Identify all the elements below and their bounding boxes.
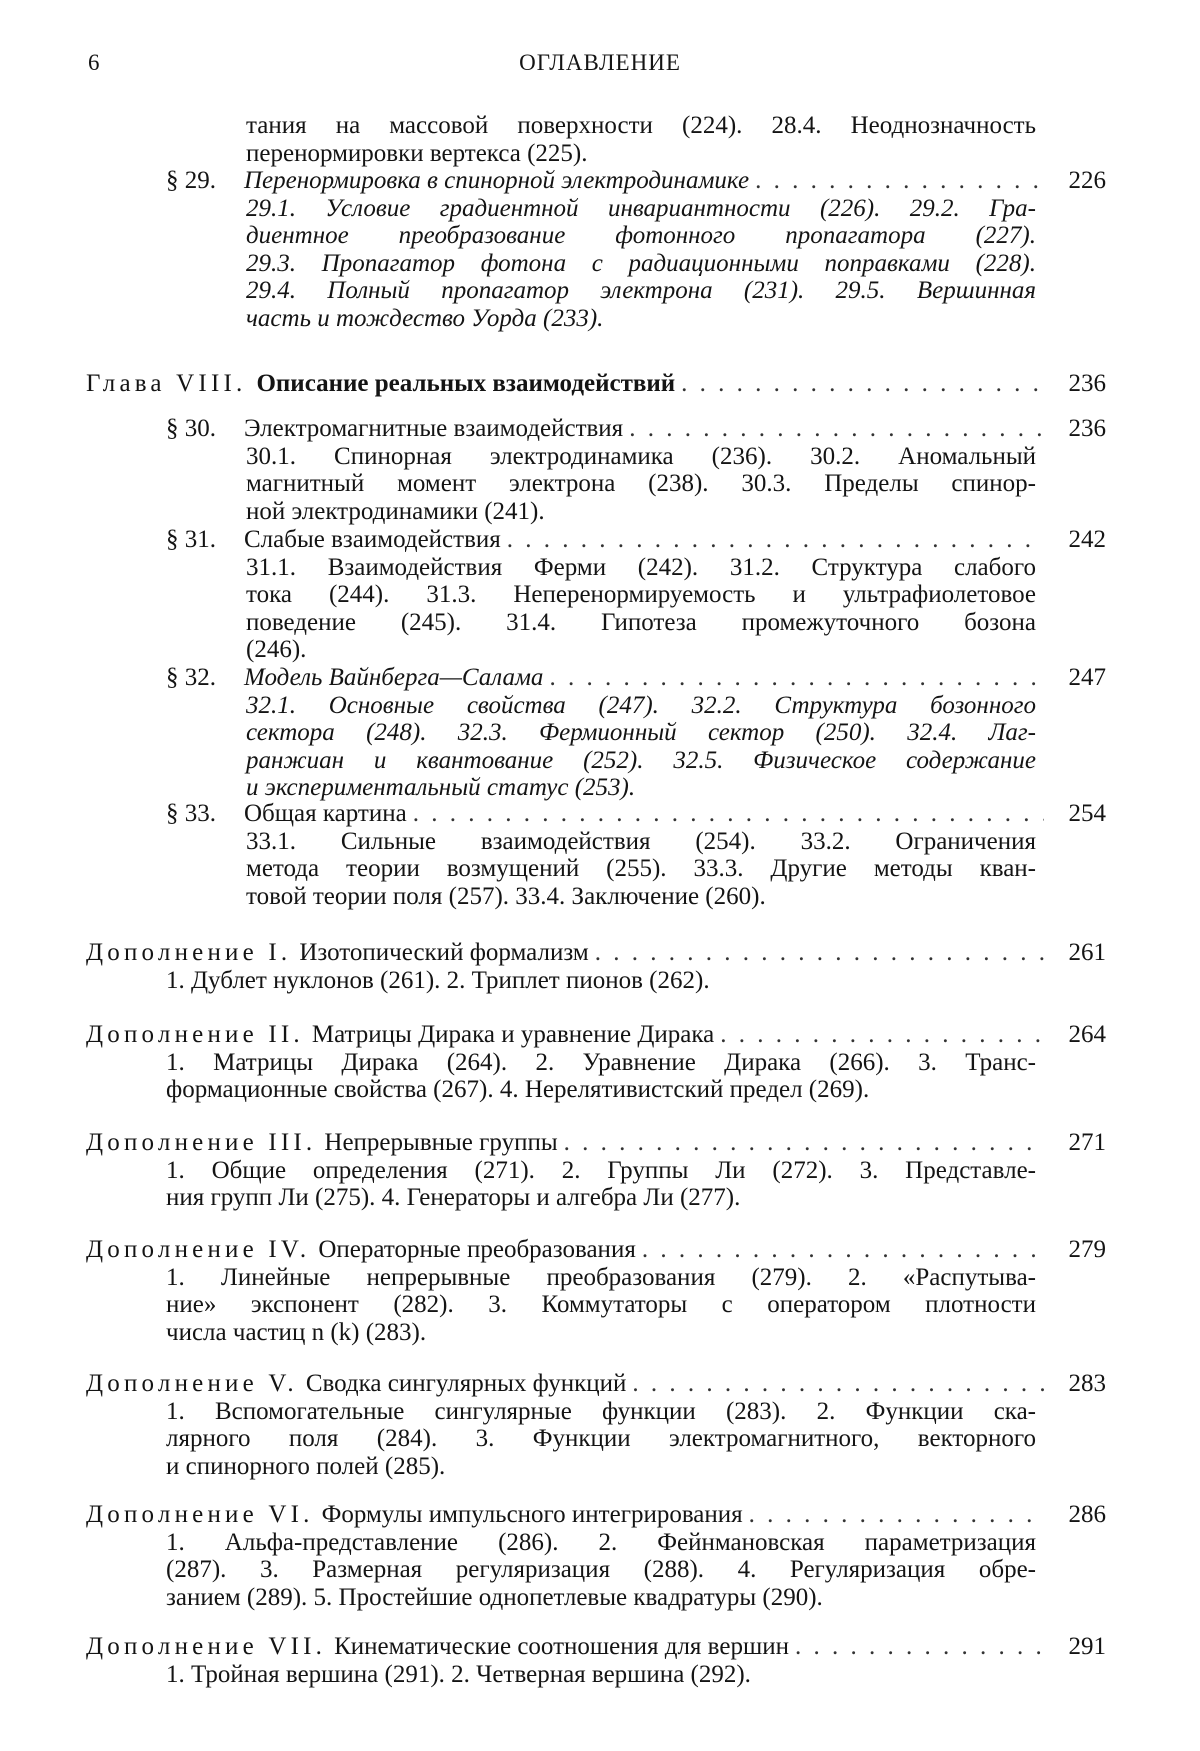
sub-line: (246).	[246, 636, 307, 663]
sub-line: 1. Альфа-представление (286). 2. Фейнмановская параметризация	[166, 1528, 1036, 1556]
toc-sub-appendix-3	[166, 1157, 1036, 1212]
sub-line: 1. Общие определения (271). 2. Группы Ли (272). 3. Представле-	[166, 1156, 1036, 1184]
toc-heading	[166, 167, 1106, 195]
toc-sub-appendix-5	[166, 1398, 1036, 1481]
leader-dots	[549, 664, 1044, 692]
sub-line: (287). 3. Размерная регуляризация (288). 4. Регуляризация обре-	[166, 1556, 1036, 1583]
appendix-label: Дополнение VII.	[86, 1633, 327, 1660]
sub-line: часть и тождество Уорда (233).	[246, 304, 604, 332]
toc-heading	[166, 800, 1106, 828]
sub-line: 30.1. Спинорная электродинамика (236). 30.2. Аномальный	[246, 442, 1036, 470]
toc-heading	[86, 1021, 1106, 1049]
leader-dots	[755, 167, 1044, 195]
toc-entry-29	[166, 167, 1106, 332]
sub-line: и спинорного полей (285).	[166, 1452, 446, 1480]
appendix-label: Дополнение III.	[86, 1129, 317, 1156]
appendix-title: Матрицы Дирака и уравнение Дирака	[311, 1021, 715, 1048]
sub-line: 29.1. Условие градиентной инвариантности (226). 29.2. Гра-	[246, 194, 1036, 222]
toc-entry-33	[166, 800, 1106, 910]
sub-line: 1. Вспомогательные сингулярные функции (283). 2. Функции ска-	[166, 1397, 1036, 1425]
section-label: § 32.	[166, 664, 216, 691]
sub-line: перенормировки вертекса (225).	[246, 139, 588, 167]
sub-line: ранжиан и квантование (252). 32.5. Физическое содержание	[246, 746, 1036, 774]
toc-sub-28	[246, 112, 1036, 167]
section-title: Слабые взаимодействия	[244, 526, 501, 553]
appendix-label: Дополнение II.	[86, 1021, 304, 1048]
toc-appendix-5	[86, 1370, 1106, 1480]
toc-heading	[166, 664, 1106, 692]
leader-dots	[413, 800, 1044, 828]
leader-dots	[642, 1236, 1044, 1264]
leader-dots	[749, 1501, 1044, 1529]
appendix-title: Сводка сингулярных функций	[305, 1370, 627, 1397]
toc-heading	[86, 1370, 1106, 1398]
leader-dots	[629, 415, 1044, 443]
appendix-label: Дополнение VI.	[86, 1501, 314, 1528]
leader-dots	[595, 939, 1044, 967]
sub-line: метода теории возмущений (255). 33.3. Другие методы кван-	[246, 855, 1036, 882]
toc-appendix-2	[86, 1021, 1106, 1104]
chapter-title: Описание реальных взаимодействий	[256, 370, 676, 397]
page-ref: 242	[1068, 526, 1106, 553]
toc-entry-31	[166, 526, 1106, 664]
leader-dots	[795, 1633, 1044, 1661]
toc-heading	[166, 415, 1106, 443]
sub-line: лярного поля (284). 3. Функции электромагнитного, векторного	[166, 1425, 1036, 1452]
leader-dots	[681, 370, 1044, 398]
toc-heading	[86, 370, 1106, 398]
toc-sub-appendix-4	[166, 1264, 1036, 1347]
toc-sub-29	[246, 195, 1036, 333]
toc-heading	[86, 1633, 1106, 1661]
sub-line: сектора (248). 32.3. Фермионный сектор (250). 32.4. Лаг-	[246, 719, 1036, 746]
appendix-title: Операторные преобразования	[318, 1236, 636, 1263]
toc-sub-appendix-2	[166, 1049, 1036, 1104]
sub-line: числа частиц n (k) (283).	[166, 1318, 427, 1346]
sub-line: ние» экспонент (282). 3. Коммутаторы с оператором плотности	[166, 1291, 1036, 1318]
sub-line: тания на массовой поверхности (224). 28.4. Неоднозначность	[246, 112, 1036, 139]
sub-line: магнитный момент электрона (238). 30.3. Пределы спинор-	[246, 470, 1036, 497]
toc-sub-31	[246, 554, 1036, 664]
toc-entry-30	[166, 415, 1106, 525]
page-ref: 264	[1068, 1021, 1106, 1048]
section-label: § 33.	[166, 800, 216, 827]
page-ref: 226	[1068, 167, 1106, 194]
toc-entry-32	[166, 664, 1106, 802]
toc-sub-32	[246, 692, 1036, 802]
leader-dots	[632, 1370, 1044, 1398]
toc-appendix-6	[86, 1501, 1106, 1611]
page-ref: 291	[1068, 1633, 1106, 1660]
sub-line: диентное преобразование фотонного пропагатора (227).	[246, 222, 1036, 249]
sub-line: 33.1. Сильные взаимодействия (254). 33.2. Ограничения	[246, 827, 1036, 855]
sub-line: товой теории поля (257). 33.4. Заключение (260).	[246, 882, 766, 910]
toc-appendix-1	[86, 939, 1106, 994]
page-ref: 236	[1068, 370, 1106, 397]
sub-line: 29.4. Полный пропагатор электрона (231). 29.5. Вершинная	[246, 277, 1036, 304]
section-label: § 31.	[166, 526, 216, 553]
sub-line: занием (289). 5. Простейшие однопетлевые квадратуры (290).	[166, 1583, 823, 1611]
leader-dots	[564, 1129, 1044, 1157]
sub-line: поведение (245). 31.4. Гипотеза промежуточного бозона	[246, 608, 1036, 636]
toc-sub-appendix-6	[166, 1529, 1036, 1612]
toc-heading	[86, 1129, 1106, 1157]
page-ref: 254	[1068, 800, 1106, 827]
toc-entry-28-continued	[246, 112, 1036, 167]
sub-line: формационные свойства (267). 4. Нерелятивистский предел (269).	[166, 1076, 870, 1103]
sub-line: и экспериментальный статус (253).	[246, 774, 636, 801]
sub-line: тока (244). 31.3. Неперенормируемость и ультрафиолетовое	[246, 581, 1036, 608]
chapter-label: Глава VIII.	[86, 370, 247, 397]
page-number: 6	[88, 50, 100, 75]
toc-appendix-7	[86, 1633, 1106, 1688]
sub-line: 31.1. Взаимодействия Ферми (242). 31.2. Структура слабого	[246, 553, 1036, 581]
section-label: § 29.	[166, 167, 216, 194]
page-ref: 271	[1068, 1129, 1106, 1156]
toc-sub-appendix-1	[166, 967, 1036, 995]
page-ref: 283	[1068, 1370, 1106, 1397]
sub-line: 1. Линейные непрерывные преобразования (279). 2. «Распутыва-	[166, 1263, 1036, 1291]
page-ref: 261	[1068, 939, 1106, 966]
toc-heading	[86, 1236, 1106, 1264]
section-label: § 30.	[166, 415, 216, 442]
sub-line: 32.1. Основные свойства (247). 32.2. Структура бозонного	[246, 691, 1036, 719]
appendix-title: Формулы импульсного интегрирования	[321, 1501, 743, 1528]
appendix-title: Кинематические соотношения для вершин	[334, 1633, 789, 1660]
toc-sub-appendix-7	[166, 1661, 1036, 1689]
page-ref: 247	[1068, 664, 1106, 691]
toc-heading	[86, 1501, 1106, 1529]
page-title: ОГЛАВЛЕНИЕ	[519, 50, 681, 75]
appendix-label: Дополнение IV.	[86, 1236, 311, 1263]
appendix-label: Дополнение V.	[86, 1370, 298, 1397]
sub-line: 1. Матрицы Дирака (264). 2. Уравнение Дирака (266). 3. Транс-	[166, 1048, 1036, 1076]
page-ref: 236	[1068, 415, 1106, 442]
section-title: Перенормировка в спинорной электродинамике	[244, 167, 750, 194]
toc-chapter-8	[86, 370, 1106, 398]
sub-line: 1. Дублет нуклонов (261). 2. Триплет пионов (262).	[166, 966, 710, 994]
toc-appendix-4	[86, 1236, 1106, 1346]
leader-dots	[720, 1021, 1044, 1049]
toc-heading	[166, 526, 1106, 554]
sub-line: 29.3. Пропагатор фотона с радиационными поправками (228).	[246, 249, 1036, 277]
toc-heading	[86, 939, 1106, 967]
sub-line: ной электродинамики (241).	[246, 497, 545, 525]
sub-line: 1. Тройная вершина (291). 2. Четверная вершина (292).	[166, 1660, 751, 1688]
page-ref: 286	[1068, 1501, 1106, 1528]
section-title: Электромагнитные взаимодействия	[244, 415, 624, 442]
appendix-title: Изотопический формализм	[299, 939, 589, 966]
toc-appendix-3	[86, 1129, 1106, 1212]
toc-sub-33	[246, 828, 1036, 911]
appendix-title: Непрерывные группы	[324, 1129, 558, 1156]
sub-line: ния групп Ли (275). 4. Генераторы и алгебра Ли (277).	[166, 1184, 741, 1211]
page-ref: 279	[1068, 1236, 1106, 1263]
section-title: Модель Вайнберга—Салама	[244, 664, 544, 691]
leader-dots	[507, 526, 1044, 554]
appendix-label: Дополнение I.	[86, 939, 292, 966]
section-title: Общая картина	[244, 800, 407, 827]
toc-sub-30	[246, 443, 1036, 526]
